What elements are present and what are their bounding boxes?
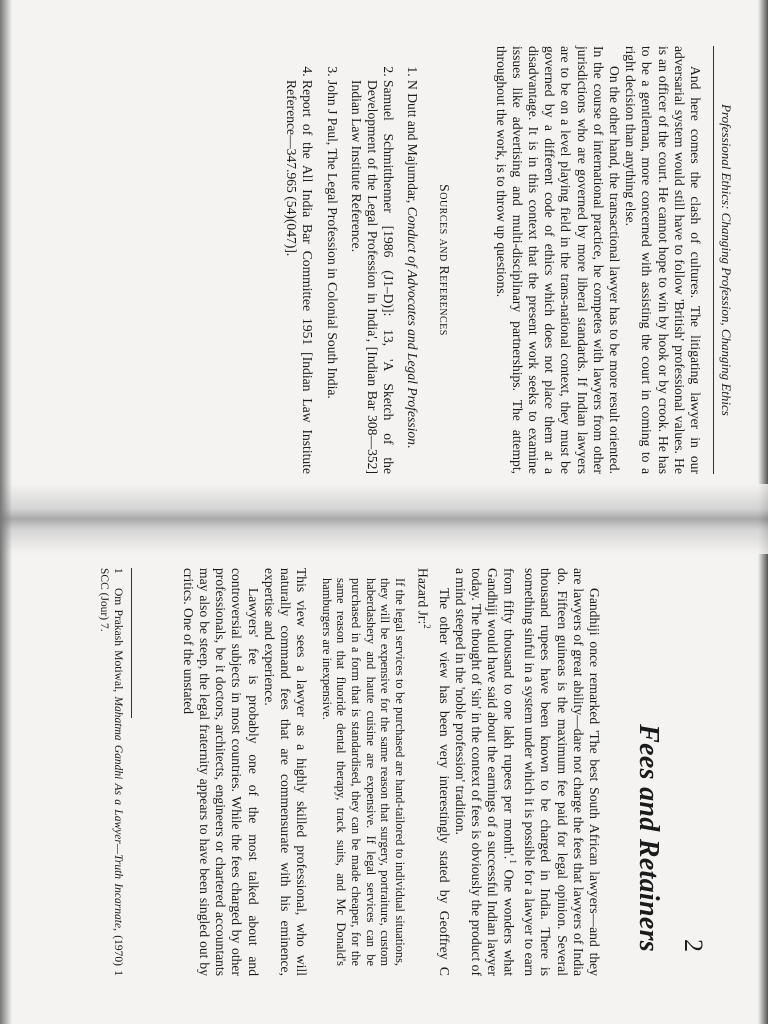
paragraph-other-view bbox=[415, 568, 452, 976]
paragraph-skilled-professional: This view sees a lawyer as a highly skilled professional, who will naturally command fees that are commensurate with his eminence, expertise and experience. bbox=[261, 568, 310, 976]
scan-edge-shadow-bottom bbox=[0, 0, 12, 1024]
reference-item bbox=[323, 80, 339, 474]
book-spine-shadow bbox=[0, 484, 768, 554]
reference-item bbox=[283, 80, 315, 474]
sources-heading: Sources and References bbox=[437, 184, 453, 336]
footnote-ref: 2 bbox=[422, 624, 433, 629]
references-list bbox=[283, 46, 420, 474]
reference-text: Samuel Schmitthenner [1986 (J1–D)]: 13, 'A Sketch of the Development of the Legal Profession in India', [Indian Bar 308—352] Indian Law Institute Reference. bbox=[348, 80, 397, 474]
footnote bbox=[97, 568, 125, 976]
footnote-rest: , (1970) 1 SCC (Jour) 7. bbox=[97, 568, 124, 976]
reference-text: Report of the All India Bar Committee 1951 [Indian Law Institute Reference—347.965 (54)(047)]. bbox=[284, 80, 316, 474]
reference-title: Conduct of Advocates and Legal Profession bbox=[405, 206, 421, 445]
right-page bbox=[16, 562, 746, 982]
reference-text-end: . bbox=[405, 444, 421, 449]
running-head: Professional Ethics: Changing Profession, Changing Ethics bbox=[713, 46, 734, 474]
reference-text: John J Paul, The Legal Profession in Colonial South India. bbox=[324, 80, 340, 399]
paragraph-text: Gandhiji once remarked 'The best South African lawyers—and they are lawyers of great ability—dare not charge the fees that lawyers of India do. Fifteen guineas is the maximum fee paid for legal opinion. Several thousand rupees have been known to be charged in India. There is something sinful in a system under which it is possible for a lawyer to earn from fifty thousand to one lakh rupees per month'. bbox=[501, 568, 602, 976]
paragraph-text-cont: One wonders what Gandhiji would have said about the earnings of a successful Indian lawyer today. The thought of 'sin' in the context of fees is obviously the product of a mind steeped in the 'noble profession' tradition. bbox=[452, 568, 517, 976]
block-quote: If the legal services to be purchased are hand-tailored to individual situations, they will be expensive for the same reason that surgery, portraiture, custom haberdashery and haute cuisine are expensive. If legal services can be purchased in a form that is standardised, they can be made cheaper, for the same reason that fluoride dental therapy, track suits, and Mc Donald's hamburgers are inexpensive. bbox=[319, 578, 407, 966]
left-page bbox=[22, 40, 742, 480]
footnote-divider bbox=[131, 568, 132, 718]
chapter-title: Fees and Retainers bbox=[633, 724, 664, 952]
paragraph-text: The other view has been very interestingly stated by Geoffrey C Hazard Jr: bbox=[415, 568, 452, 976]
reference-text: N Dutt and Majumdar, bbox=[405, 80, 421, 207]
paragraph-lawyers-fee: Lawyers' fee is probably one of the most talked about and controversial subjects in most countries. While the fees charged by other professionals, be it doctors, architects, engineers or chartered accountants may also be steep, the legal fraternity appears to have been singled out by critics. One of the unstated bbox=[180, 568, 261, 976]
chapter-number: 2 bbox=[679, 939, 708, 952]
paragraph-gandhiji bbox=[452, 568, 602, 976]
reference-item bbox=[404, 80, 420, 474]
footnote-author: Om Prakash Motiwal, bbox=[111, 588, 124, 697]
footnote-ref: 1 bbox=[507, 859, 518, 864]
footnote-number: 1 bbox=[111, 568, 124, 574]
paragraph-transactional-lawyer: On the other hand, the transactional lawyer has to be more result oriented. In the course of international practice, he competes with lawyers from other jurisdictions who are governed by more liberal standards. If Indian lawyers are to be on a level playing field in the trans-national context, they must be governed by a different code of ethics which does not place them at a disadvantage. It is in this context that the present work seeks to examine issues like advertising and multi-disciplinary partnerships. The attempt, throughout the work, is to throw up questions. bbox=[493, 46, 622, 474]
reference-item bbox=[348, 80, 397, 474]
paragraph-clash-of-cultures: And here comes the clash of cultures. The litigating lawyer in our adversarial system would still have to follow 'British' professional values. He is an officer of the court. He cannot hope to win by hook or by crook. He has to be a gentleman, more concerned with assisting the court in coming to a right decision than anything else. bbox=[623, 46, 703, 474]
footnote-title: Mahatma Gandhi As a Lawyer—Truth Incarnate bbox=[111, 696, 124, 929]
